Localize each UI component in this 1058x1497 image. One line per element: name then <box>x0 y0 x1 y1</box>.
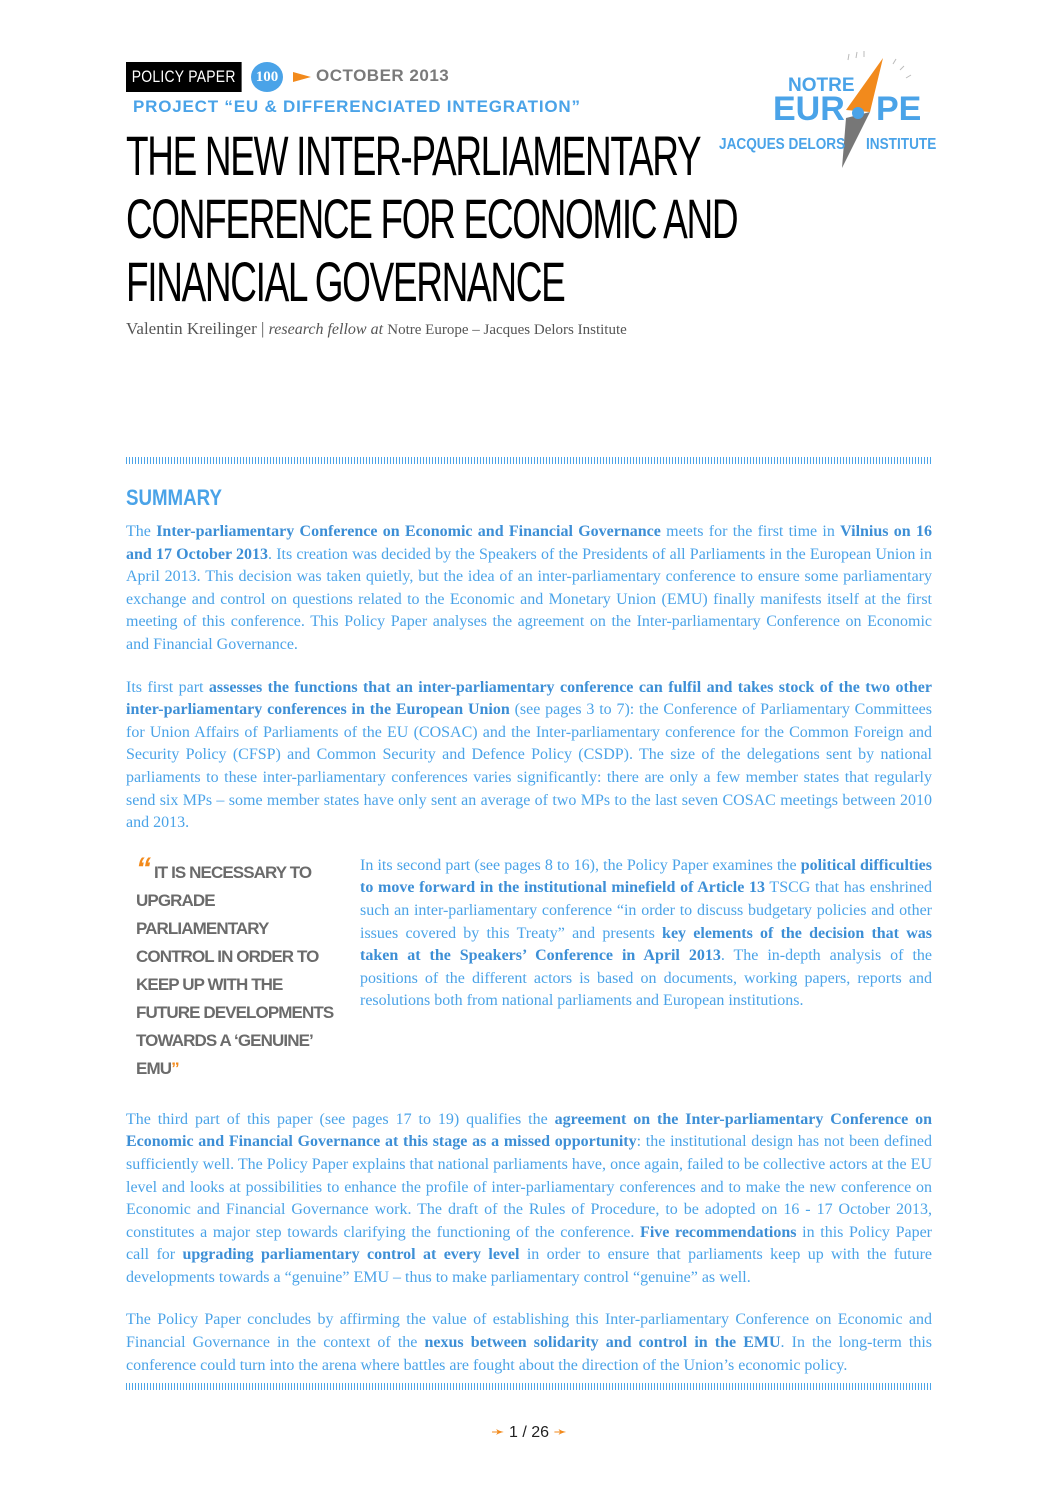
logo-notre: NOTRE <box>788 75 855 96</box>
notre-europe-logo <box>718 50 998 170</box>
paragraph: The third part of this paper (see pages 17 to 19) qualifies the agreement on the Inter-parliamentary Conference on Economic and Financial Governance at this stage as a missed opportunity: the institutional design has not been defined sufficiently well. The Policy Paper explains that national parliaments have, once again, failed to be collective actors at the EU level and looks at possibilities to enhance the profile of inter-parliamentary conferences and to make the new conference on Economic and Financial Governance work. The draft of the Rules of Procedure, to be adopted on 16 - 17 October 2013, constitutes a major step towards clarifying the functioning of the conference. Five recommendations in this Policy Paper call for upgrading parliamentary control at every level in order to ensure that parliaments keep up with the future developments towards a “genuine” EMU – thus to make parliamentary control “genuine” as well. <box>126 1110 933 1286</box>
quote-mark-icon: “ <box>136 851 151 885</box>
paragraph: Its first part assesses the functions that an inter-parliamentary conference can fulfil and takes stock of the two other inter-parliamentary conferences in the European Union (see pages 3 to 7): the Conference of Parliamentary Committees for Union Affairs of Parliaments of the EU (COSAC) and the Inter-parliamentary conference for the Common Foreign and Security Policy (CFSP) and Common Security and Defence Policy (CSDP). The size of the delegations sent by national parliaments to these inter-parliamentary conferences varies significantly: there are only a few member states that regularly send six MPs – some member states have only sent an average of two MPs to the last seven COSAC meetings between 2010 and 2013. <box>126 678 932 832</box>
page-number: ➛ 1 / 26 ➛ <box>491 1424 567 1442</box>
title-line: FINANCIAL GOVERNANCE <box>126 250 565 313</box>
arrow-icon <box>293 72 311 82</box>
paper-number: 100 <box>251 62 283 92</box>
author-org: Notre Europe – Jacques Delors Institute <box>387 322 627 338</box>
logo-eur: EUR <box>773 90 845 128</box>
title-line: THE NEW INTER-PARLIAMENTARY <box>126 124 701 187</box>
page-title <box>126 124 737 313</box>
title-line: CONFERENCE FOR ECONOMIC AND <box>126 187 738 250</box>
logo-jacques-delors: JACQUES DELORS <box>719 136 846 153</box>
author-role: research fellow at <box>268 321 384 338</box>
logo-pe: PE <box>876 90 922 128</box>
paragraph: The Policy Paper concludes by affirming the value of establishing this Inter-parliamentary Conference on Economic and Financial Governance in the context of the nexus between solidarity and control in the EMU. In the long-term this conference could turn into the arena where battles are fought about the direction of the Union’s economic policy. <box>126 1311 932 1374</box>
summary-heading: SUMMARY <box>126 485 222 510</box>
publication-date: OCTOBER 2013 <box>316 66 450 85</box>
paragraph: The Inter-parliamentary Conference on Economic and Financial Governance meets for the first time in Vilnius on 16 and 17 October 2013. Its creation was decided by the Speakers of the Presidents of all Parliaments in the European Union in April 2013. This decision was taken quietly, but the idea of an inter-parliamentary conference to ensure some parliamentary exchange and control on questions related to the Economic and Monetary Union (EMU) finally manifests itself at the first meeting of this conference. This Policy Paper analyses the agreement on the Inter-parliamentary Conference on Economic and Financial Governance. <box>126 523 932 653</box>
summary-body <box>126 521 932 1445</box>
arrow-icon: ➛ <box>491 1424 505 1442</box>
divider <box>126 1383 932 1390</box>
logo-institute: INSTITUTE <box>866 136 937 153</box>
pull-quote: “ IT IS NECESSARY TO UPGRADE PARLIAMENTARY CONTROL IN ORDER TO KEEP UP WITH THE FUTURE DEVELOPMENTS TOWARDS A ‘GENUINE’ EMU” <box>136 851 334 1078</box>
divider <box>126 457 932 464</box>
project-label: PROJECT “EU & DIFFERENCIATED INTEGRATION” <box>133 97 581 116</box>
arrow-icon: ➛ <box>553 1424 567 1442</box>
policy-paper-badge: POLICY PAPER <box>126 62 241 92</box>
author-line <box>126 319 627 339</box>
paragraph: “ IT IS NECESSARY TO UPGRADE PARLIAMENTARY CONTROL IN ORDER TO KEEP UP WITH THE FUTURE DEVELOPMENTS TOWARDS A ‘GENUINE’ EMU” In its second part (see pages 8 to 16), the Policy Paper examines the political difficulties to move forward in the institutional minefield of Article 13 TSCG that has enshrined such an inter-parliamentary conference “in order to discuss budgetary policies and other issues covered by this Treaty” and presents key elements of the decision that was taken at the Speakers’ Conference in April 2013. The in-depth analysis of the positions of the different actors is based on documents, working papers, reports and resolutions both from national parliaments and European institutions. <box>126 855 932 1089</box>
author-name: Valentin Kreilinger | <box>126 319 265 338</box>
